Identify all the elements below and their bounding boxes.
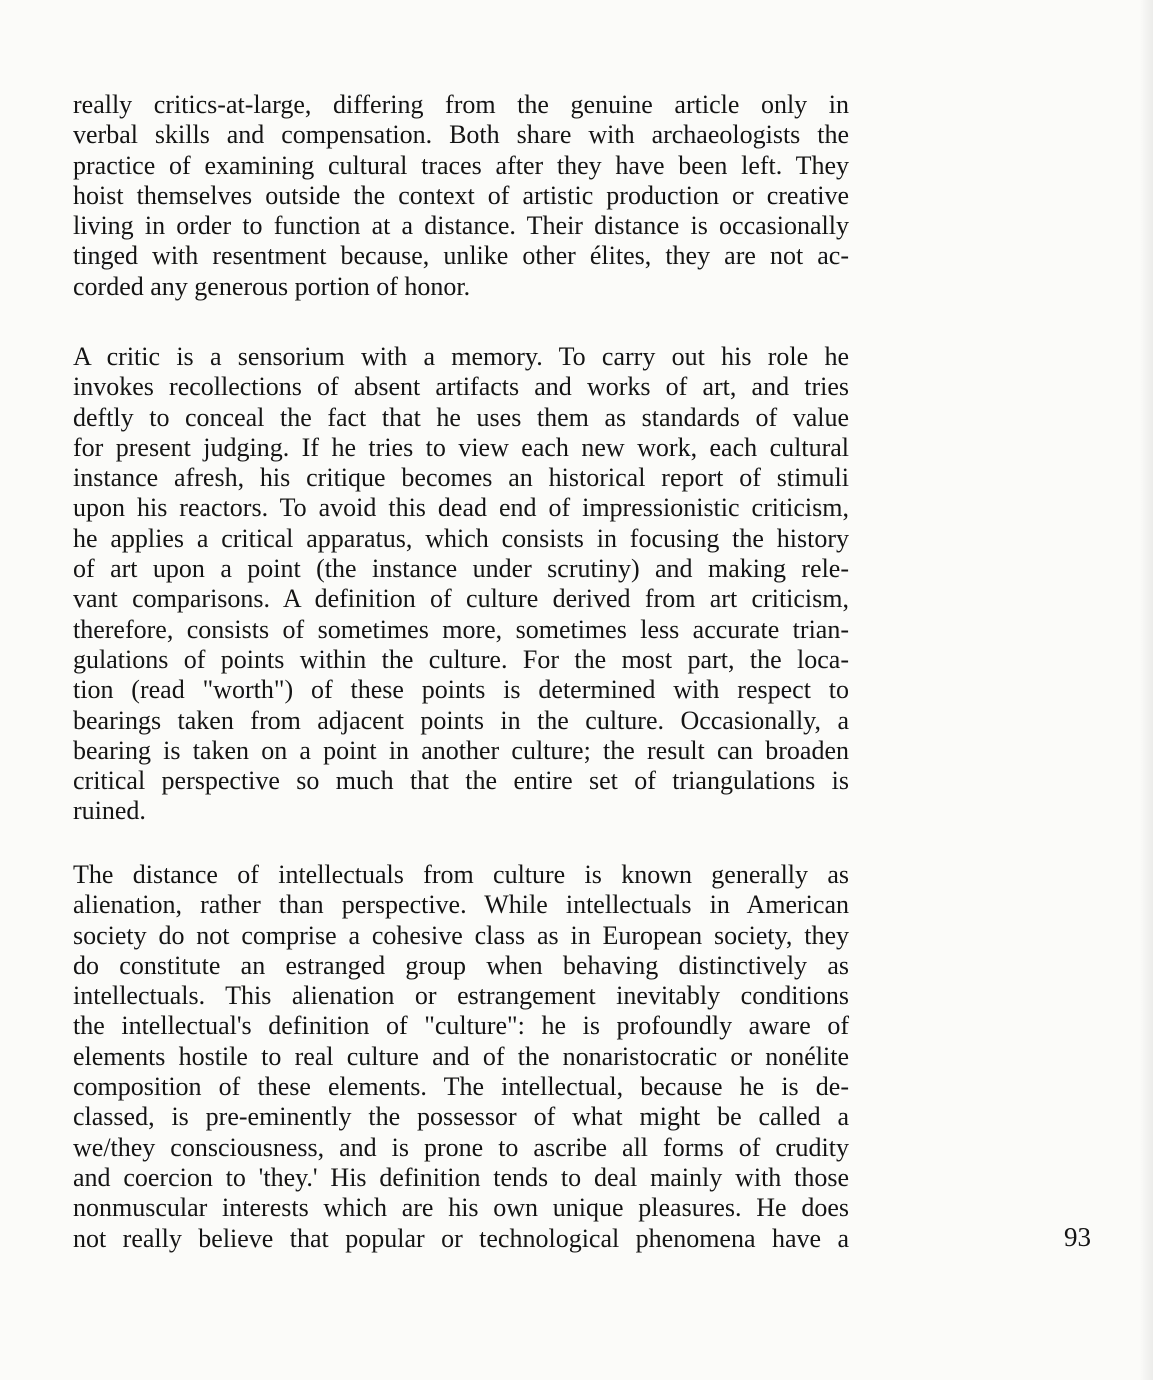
text-line: hoist themselves outside the context of artistic production or creative — [73, 180, 849, 210]
text-line: do constitute an estranged group when behaving distinctively as — [73, 950, 849, 980]
text-line: bearing is taken on a point in another culture; the result can broaden — [73, 735, 849, 765]
text-line: A critic is a sensorium with a memory. To carry out his role he — [73, 342, 849, 371]
paragraph-2 — [73, 342, 849, 827]
text-line: intellectuals. This alienation or estrangement inevitably conditions — [73, 981, 849, 1011]
text-line: invokes recollections of absent artifacts and works of art, and tries — [73, 372, 849, 402]
text-line: verbal skills and compensation. Both share with archaeologists the — [73, 120, 849, 150]
text-line: gulations of points within the culture. For the most part, the loca- — [73, 644, 849, 674]
text-line: and coercion to 'they.' His definition tends to deal mainly with those — [73, 1162, 849, 1192]
paragraph-1 — [73, 90, 849, 302]
text-line: upon his reactors. To avoid this dead end of impressionistic criticism, — [73, 493, 849, 523]
text-line: critical perspective so much that the entire set of triangulations is — [73, 766, 849, 796]
text-line: composition of these elements. The intellectual, because he is de- — [73, 1072, 849, 1102]
text-line: bearings taken from adjacent points in the culture. Occasionally, a — [73, 705, 849, 735]
page-edge-shadow — [1139, 0, 1153, 1380]
text-line: for present judging. If he tries to view each new work, each cultural — [73, 432, 849, 462]
text-line: elements hostile to real culture and of the nonaristocratic or nonélite — [73, 1041, 849, 1071]
text-line: ruined. — [73, 796, 146, 826]
text-line: society do not comprise a cohesive class as in European society, they — [73, 920, 849, 950]
paragraph-3 — [73, 860, 849, 1254]
text-line: The distance of intellectuals from culture is known generally as — [73, 860, 849, 889]
text-line: instance afresh, his critique becomes an historical report of stimuli — [73, 463, 849, 493]
text-line: tion (read "worth") of these points is determined with respect to — [73, 675, 849, 705]
text-line: therefore, consists of sometimes more, sometimes less accurate trian- — [73, 614, 849, 644]
page-number: 93 — [1064, 1222, 1091, 1252]
text-line: alienation, rather than perspective. While intellectuals in American — [73, 890, 849, 920]
text-line: tinged with resentment because, unlike other élites, they are not ac- — [73, 241, 849, 271]
text-line: classed, is pre-eminently the possessor of what might be called a — [73, 1102, 849, 1132]
text-line: really critics-at-large, differing from the genuine article only in — [73, 90, 849, 119]
text-line: he applies a critical apparatus, which consists in focusing the history — [73, 523, 849, 553]
text-line: the intellectual's definition of "culture": he is profoundly aware of — [73, 1011, 849, 1041]
text-line: practice of examining cultural traces after they have been left. They — [73, 150, 849, 180]
text-line: living in order to function at a distance. Their distance is occasionally — [73, 211, 849, 241]
text-line: corded any generous portion of honor. — [73, 271, 471, 301]
text-line: not really believe that popular or technological phenomena have a — [73, 1223, 849, 1253]
text-line: vant comparisons. A definition of culture derived from art criticism, — [73, 584, 849, 614]
text-line: we/they consciousness, and is prone to ascribe all forms of crudity — [73, 1132, 849, 1162]
text-line: of art upon a point (the instance under scrutiny) and making rele- — [73, 554, 849, 584]
text-line: nonmuscular interests which are his own unique pleasures. He does — [73, 1193, 849, 1223]
text-line: deftly to conceal the fact that he uses them as standards of value — [73, 402, 849, 432]
